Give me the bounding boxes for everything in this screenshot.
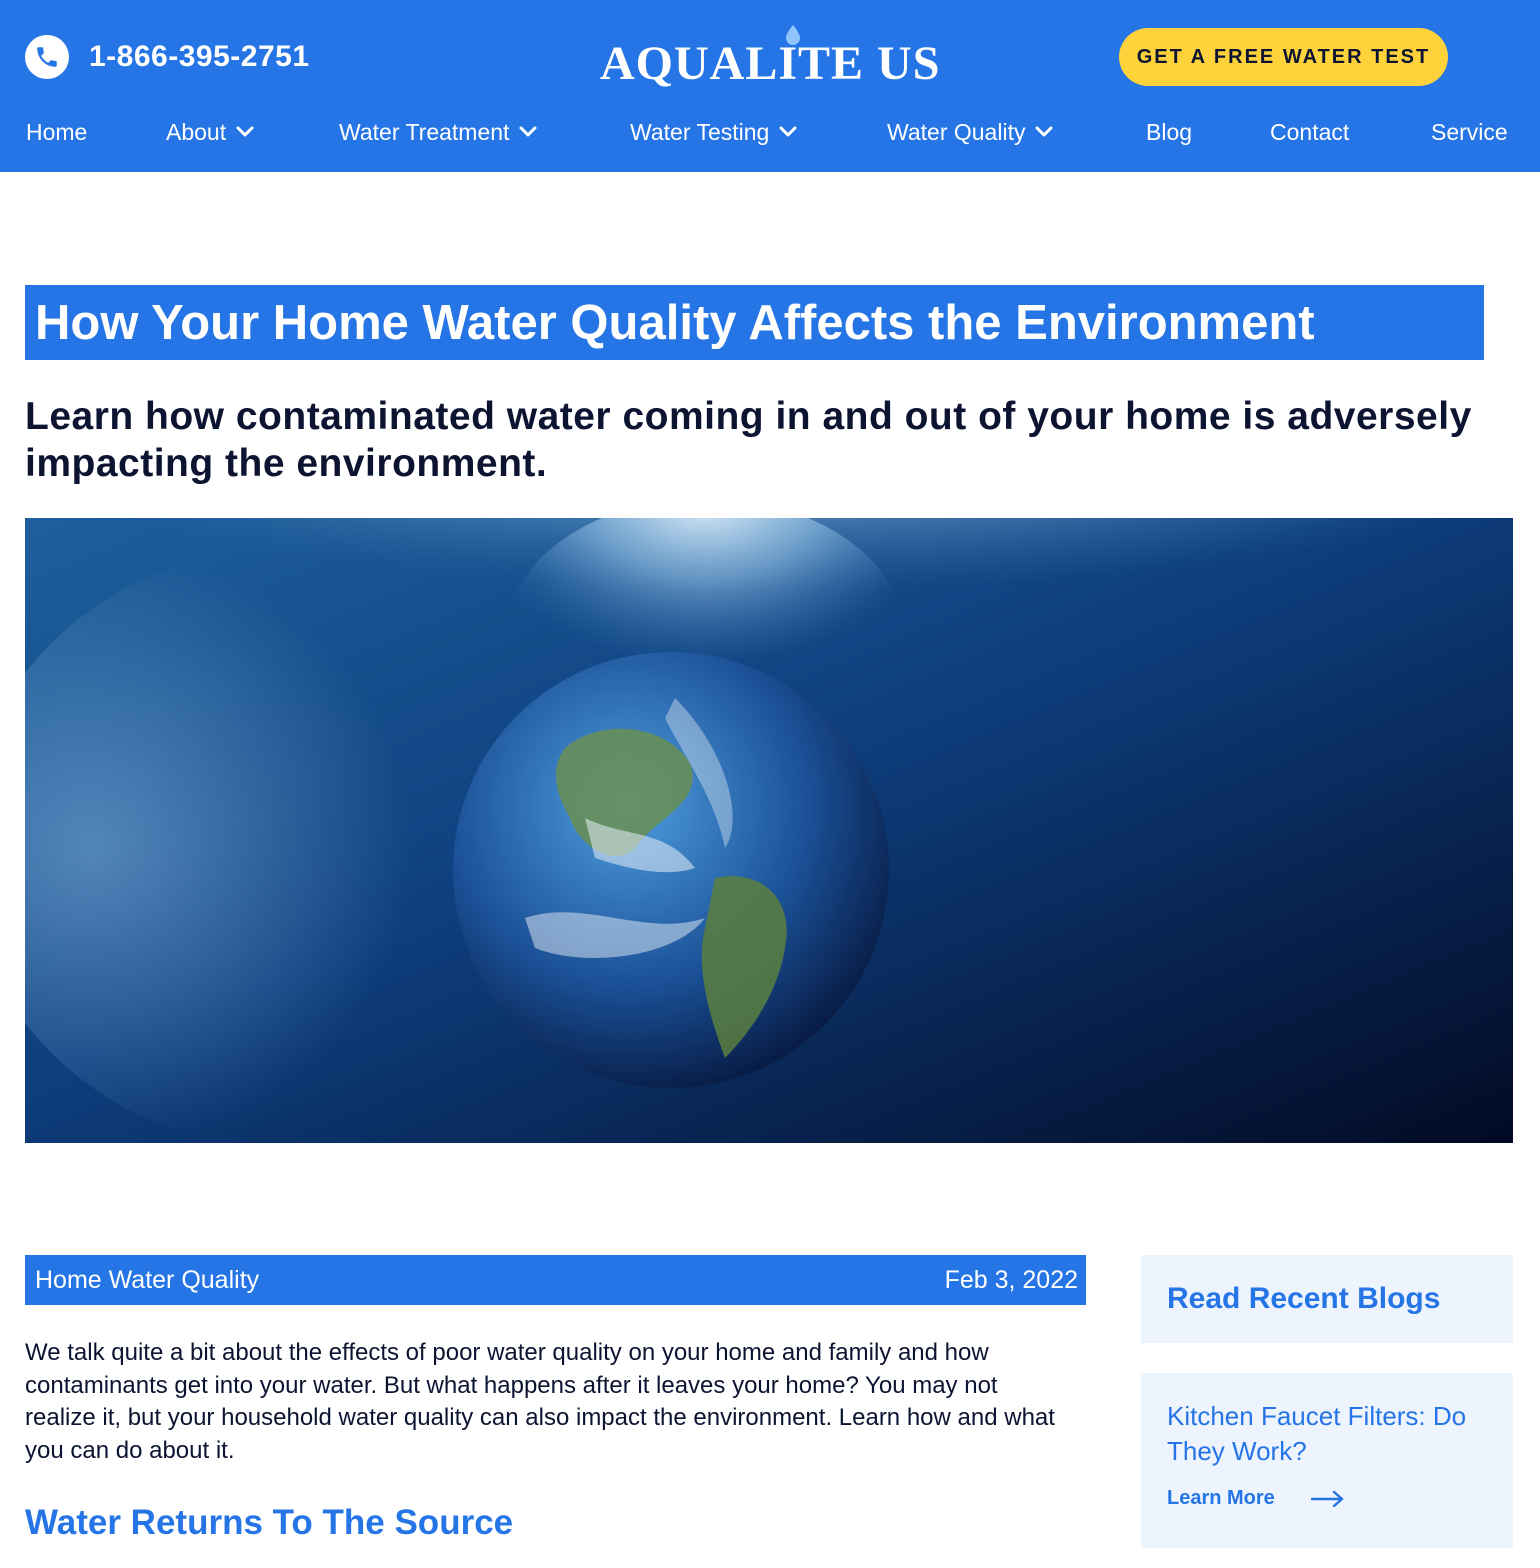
nav-item-label: Blog <box>1146 118 1193 145</box>
nav-item-service[interactable] <box>1431 112 1508 152</box>
logo-wordmark: AQUALITE US <box>600 37 941 90</box>
page-title: How Your Home Water Quality Affects the Environment <box>25 285 1484 360</box>
chevron-down-icon <box>236 126 254 138</box>
main-nav <box>0 112 1540 152</box>
page-subtitle: Learn how contaminated water coming in and out of your home is adversely impacting the environment. <box>25 395 1472 485</box>
nav-item-label: About <box>166 118 227 145</box>
recent-blog-title-link[interactable]: Kitchen Faucet Filters: Do They Work? <box>1167 1401 1467 1466</box>
nav-item-blog[interactable] <box>1146 112 1192 152</box>
category-link[interactable]: Home Water Quality <box>35 1265 260 1294</box>
nav-item-label: Home <box>26 118 88 145</box>
phone-icon <box>25 35 69 79</box>
nav-item-contact[interactable] <box>1270 112 1349 152</box>
arrow-right-icon <box>1311 1490 1345 1508</box>
section-heading: Water Returns To The Source <box>25 1503 514 1542</box>
nav-item-label: Water Testing <box>630 118 770 145</box>
nav-item-label: Water Treatment <box>339 118 510 145</box>
article-date: Feb 3, 2022 <box>944 1265 1078 1294</box>
nav-item-about[interactable] <box>166 112 254 152</box>
article-meta-bar <box>25 1255 1086 1305</box>
nav-item-water-treatment[interactable] <box>339 112 537 152</box>
site-logo[interactable] <box>600 24 945 94</box>
article-intro: We talk quite a bit about the effects of poor water quality on your home and family and how contaminants get into your water. But what happens after it leaves your home? You may not realize it, but your household water quality can also impact the environment. Learn how and what you can do about it. <box>25 1339 1055 1464</box>
nav-item-water-testing[interactable] <box>630 112 797 152</box>
nav-item-water-quality[interactable] <box>887 112 1053 152</box>
free-water-test-button[interactable]: GET A FREE WATER TEST <box>1119 28 1448 86</box>
learn-more-link[interactable] <box>1167 1487 1487 1510</box>
chevron-down-icon <box>1035 126 1053 138</box>
recent-blogs-header <box>1141 1255 1513 1343</box>
nav-item-label: Service <box>1431 118 1508 145</box>
chevron-down-icon <box>519 126 537 138</box>
phone-link[interactable] <box>25 35 310 79</box>
site-header <box>0 0 1540 172</box>
nav-item-label: Contact <box>1270 118 1350 145</box>
hero-image <box>25 518 1513 1143</box>
chevron-down-icon <box>779 126 797 138</box>
nav-item-home[interactable] <box>26 112 87 152</box>
phone-number: 1-866-395-2751 <box>89 40 310 73</box>
recent-blog-card <box>1141 1373 1513 1548</box>
learn-more-label: Learn More <box>1167 1487 1275 1509</box>
nav-item-label: Water Quality <box>887 118 1026 145</box>
recent-blogs-heading: Read Recent Blogs <box>1167 1282 1441 1315</box>
